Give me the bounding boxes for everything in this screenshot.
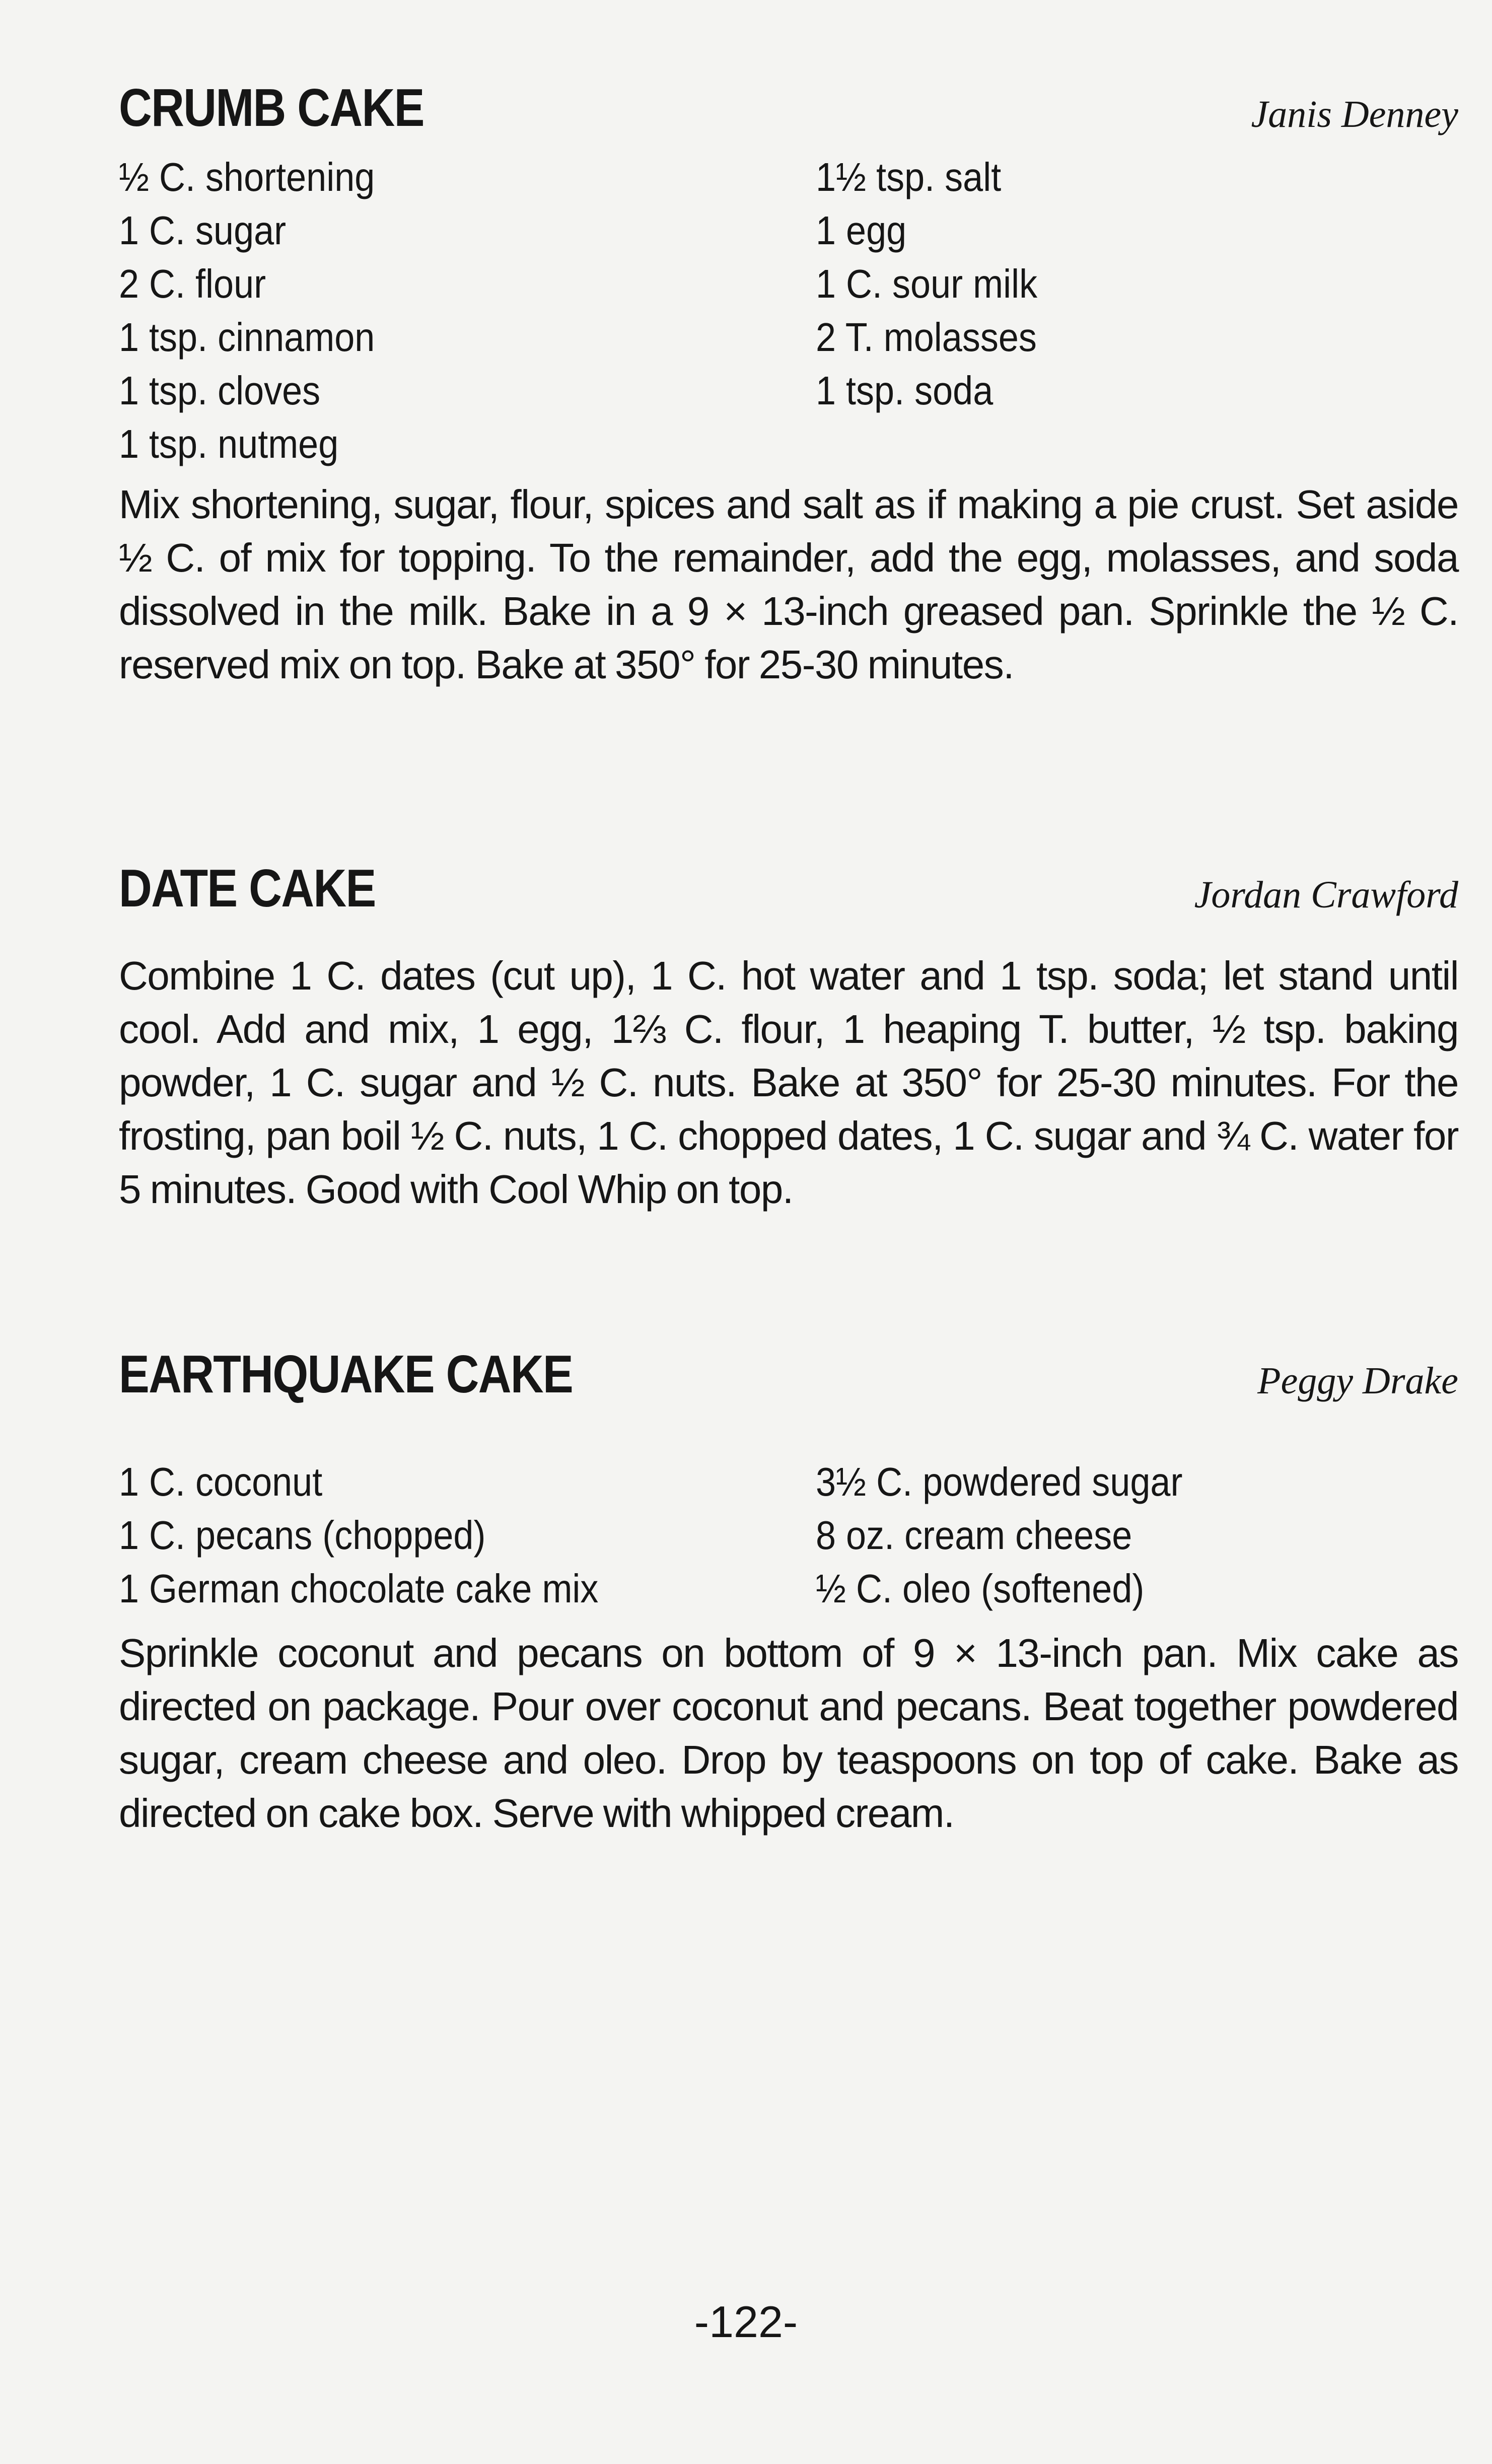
ingredient-item: 1 C. sour milk: [816, 261, 1038, 306]
recipe-header: [119, 73, 1458, 144]
recipe-directions: Mix shortening, sugar, flour, spices and salt as if making a pie crust. Set aside ½ C. of mix for topping. To the remainder, add the egg, molasses, and soda dissolved in the milk. Bake in a 9 × 13-inch greased pan. Sprinkle the ½ C. reserved mix on top. Bake at 350° for 25-30 minutes.: [119, 482, 1458, 687]
ingredient-item: 1 tsp. soda: [816, 368, 993, 413]
page-number: -122-: [694, 2297, 798, 2347]
ingredient-item: 1 C. pecans (chopped): [119, 1513, 486, 1558]
ingredient-item: 1 tsp. nutmeg: [119, 421, 339, 466]
recipe-header: [119, 1340, 1458, 1410]
recipe-directions: Combine 1 C. dates (cut up), 1 C. hot water and 1 tsp. soda; let stand until cool. Add and mix, 1 egg, 1⅔ C. flour, 1 heaping T. butter, ½ tsp. baking powder, 1 C. sugar and ½ C. nuts. Bake at 350° for 25-30 minutes. For the frosting, pan boil ½ C. nuts, 1 C. chopped dates, 1 C. sugar and ¾ C. water for 5 minutes. Good with Cool Whip on top.: [119, 953, 1458, 1212]
recipe-title: DATE CAKE: [119, 859, 376, 918]
ingredient-column-right: [816, 1455, 1223, 1615]
ingredient-item: 1½ tsp. salt: [816, 155, 1002, 199]
ingredient-list: [119, 1455, 1458, 1627]
ingredient-item: 1 German chocolate cake mix: [119, 1566, 599, 1611]
recipe-author: Jordan Crawford: [1194, 874, 1458, 916]
ingredient-column-left: [119, 1455, 652, 1615]
ingredient-item: ½ C. oleo (softened): [816, 1566, 1145, 1611]
recipe-title: EARTHQUAKE CAKE: [119, 1345, 573, 1404]
ingredient-column-left: [119, 151, 403, 471]
recipe-title: CRUMB CAKE: [119, 78, 424, 137]
recipe-date-cake: [119, 854, 1458, 1216]
recipe-earthquake-cake: [119, 1340, 1458, 1840]
ingredient-item: 1 tsp. cinnamon: [119, 315, 375, 360]
ingredient-item: 3½ C. powdered sugar: [816, 1459, 1183, 1504]
ingredient-list: [119, 151, 1458, 478]
ingredient-item: 2 C. flour: [119, 261, 266, 306]
recipe-author: Peggy Drake: [1257, 1360, 1458, 1402]
ingredient-column-right: [816, 151, 1062, 417]
ingredient-item: ½ C. shortening: [119, 155, 375, 199]
ingredient-item: 1 C. sugar: [119, 208, 287, 253]
ingredient-item: 8 oz. cream cheese: [816, 1513, 1132, 1558]
recipe-author: Janis Denney: [1251, 93, 1458, 135]
ingredient-item: 1 C. coconut: [119, 1459, 323, 1504]
recipe-header: [119, 854, 1458, 924]
recipe-directions: Sprinkle coconut and pecans on bottom of 9 × 13-inch pan. Mix cake as directed on package. Pour over coconut and pecans. Beat together powdered sugar, cream cheese and oleo. Drop by teaspoons on top of cake. Bake as directed on cake box. Serve with whipped cream.: [119, 1631, 1458, 1836]
recipe-crumb-cake: [119, 73, 1458, 691]
ingredient-item: 1 egg: [816, 208, 907, 253]
ingredient-item: 2 T. molasses: [816, 315, 1037, 360]
ingredient-item: 1 tsp. cloves: [119, 368, 321, 413]
